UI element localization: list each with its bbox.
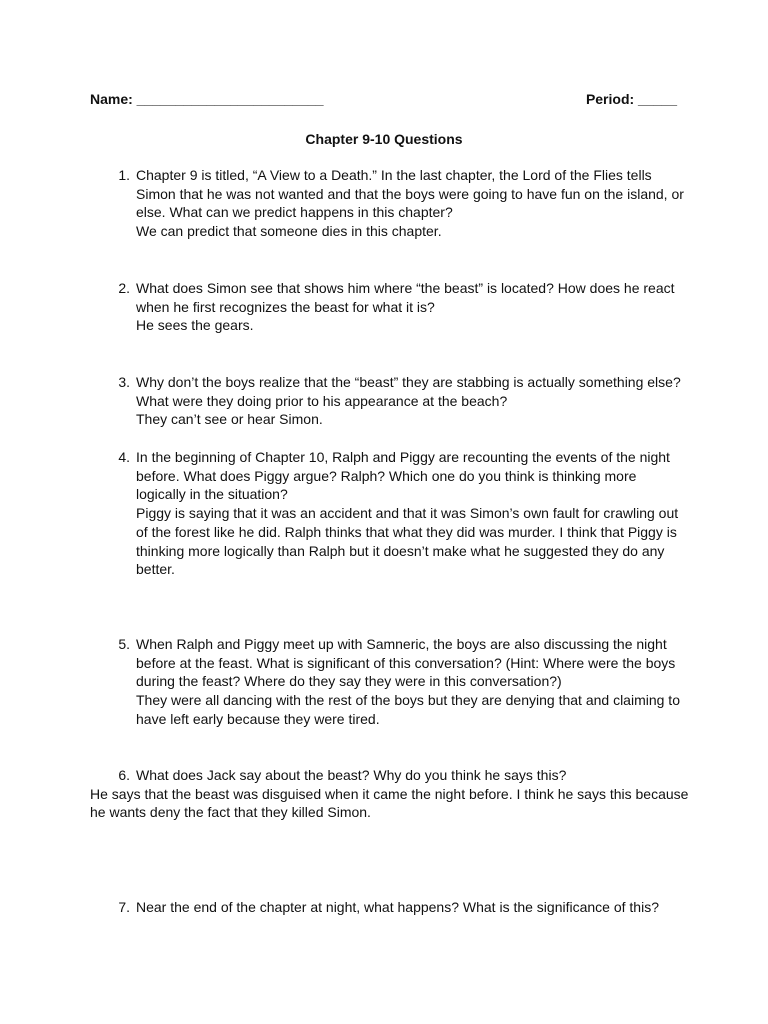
question-item bbox=[90, 898, 690, 917]
question-number: 6. bbox=[118, 767, 130, 783]
question-number: 3. bbox=[118, 374, 130, 390]
question-item bbox=[90, 766, 690, 822]
question-text: Chapter 9 is titled, “A View to a Death.” In the last chapter, the Lord of the Flies tells Simon that he was not wanted and that the boys were going to have fun on the island, or else. What can we predict happens in this chapter? bbox=[136, 167, 684, 221]
answer-text: He sees the gears. bbox=[136, 317, 254, 334]
page-title: Chapter 9-10 Questions bbox=[305, 131, 463, 147]
question-text: What does Jack say about the beast? Why do you think he says this? bbox=[136, 767, 567, 783]
question-number: 1. bbox=[118, 167, 130, 183]
question-text: When Ralph and Piggy meet up with Samneric, the boys are also discussing the night before at the feast. What is significant of this conversation? (Hint: Where were the boys during the feast? Where do they say they were in this conversation?) bbox=[136, 636, 676, 690]
question-text: In the beginning of Chapter 10, Ralph and Piggy are recounting the events of the night before. What does Piggy argue? Ralph? Which one do you think is thinking more logically in the situation? bbox=[136, 449, 670, 503]
name-field-label: Name: ________________________ bbox=[90, 91, 324, 107]
answer-text: They were all dancing with the rest of the boys but they are denying that and claiming to have left early because they were tired. bbox=[136, 692, 680, 727]
question-item bbox=[90, 635, 690, 729]
period-field-label: Period: _____ bbox=[585, 91, 677, 107]
question-number: 7. bbox=[118, 899, 130, 915]
question-item bbox=[90, 373, 690, 429]
question-number: 2. bbox=[118, 280, 130, 296]
answer-text: Piggy is saying that it was an accident and that it was Simon’s own fault for crawling out of the forest like he did. Ralph thinks that what they did was murder. I think that Piggy is thinking more logically than Ralph but it doesn’t make what he suggested they do any better. bbox=[136, 505, 679, 578]
question-item bbox=[90, 166, 690, 241]
header bbox=[90, 91, 677, 111]
question-text: What does Simon see that shows him where “the beast” is located? How does he react when he first recognizes the beast for what it is? bbox=[136, 280, 675, 315]
question-number: 5. bbox=[118, 636, 130, 652]
answer-text: He says that the beast was disguised when it came the night before. I think he says this because he wants deny the fact that they killed Simon. bbox=[90, 785, 689, 821]
question-item bbox=[90, 279, 690, 335]
question-item bbox=[90, 448, 690, 579]
question-text: Why don’t the boys realize that the “beast” they are stabbing is actually something else? What were they doing prior to his appearance at the beach? bbox=[136, 374, 681, 409]
answer-text: They can’t see or hear Simon. bbox=[136, 411, 323, 428]
question-text: Near the end of the chapter at night, what happens? What is the significance of this? bbox=[136, 899, 659, 915]
question-number: 4. bbox=[118, 449, 130, 465]
answer-text: We can predict that someone dies in this chapter. bbox=[136, 223, 442, 240]
